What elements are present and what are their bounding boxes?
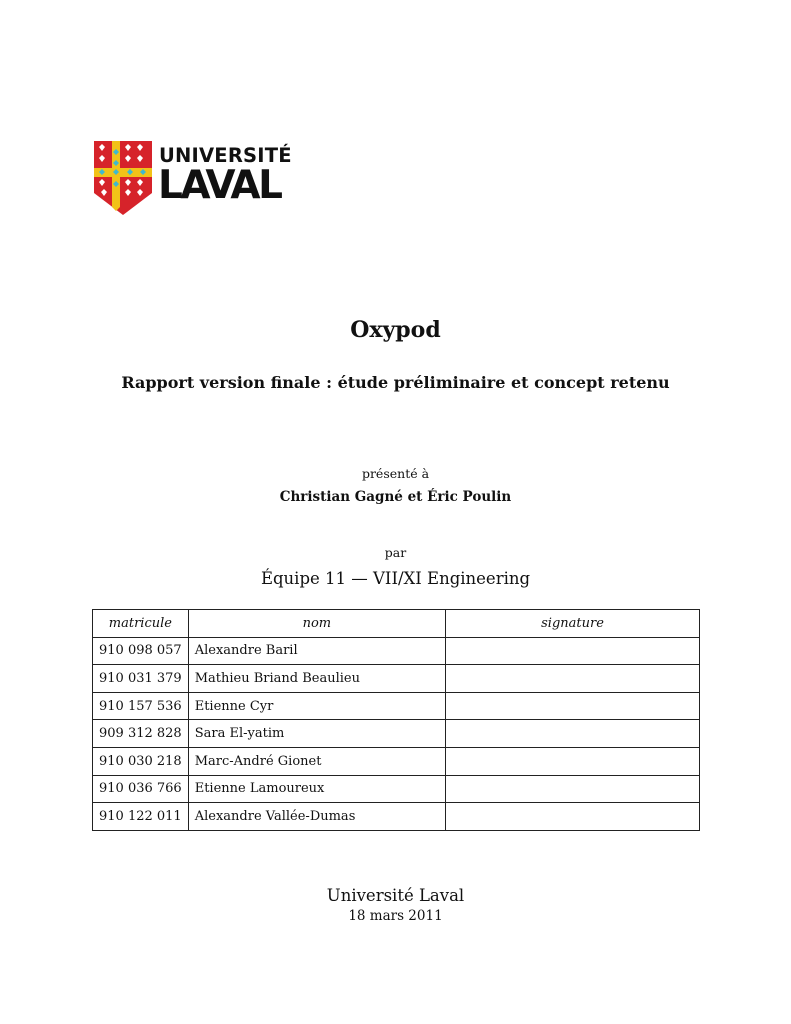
document-subtitle: Rapport version finale : étude préliminaire et concept retenu — [121, 373, 670, 392]
name-cell: Alexandre Baril — [188, 637, 445, 665]
table-row — [93, 692, 700, 720]
members-table — [92, 609, 700, 831]
table-row — [93, 747, 700, 775]
signature-cell — [446, 637, 700, 665]
presented-to-label: présenté à — [361, 466, 430, 481]
signature-cell — [446, 775, 700, 803]
recipients: Christian Gagné et Éric Poulin — [279, 489, 512, 505]
name-cell: Sara El-yatim — [188, 720, 445, 748]
name-cell: Mathieu Briand Beaulieu — [188, 665, 445, 693]
team-name: Équipe 11 — VII/XI Engineering — [260, 569, 531, 588]
table-row — [93, 637, 700, 665]
matricule-cell: 910 031 379 — [93, 665, 189, 693]
signature-cell — [446, 803, 700, 831]
signature-cell — [446, 665, 700, 693]
by-label: par — [384, 545, 407, 560]
footer-university: Université Laval — [326, 886, 465, 905]
document-title: Oxypod — [350, 317, 441, 343]
matricule-cell: 910 036 766 — [93, 775, 189, 803]
matricule-cell: 909 312 828 — [93, 720, 189, 748]
header-matricule: matricule — [93, 610, 189, 638]
name-cell: Etienne Lamoureux — [188, 775, 445, 803]
header-signature: signature — [446, 610, 700, 638]
footer-date: 18 mars 2011 — [348, 908, 443, 924]
matricule-cell: 910 030 218 — [93, 747, 189, 775]
signature-cell — [446, 692, 700, 720]
shield-crest-icon — [92, 139, 154, 217]
table-header-row — [93, 610, 700, 638]
matricule-cell: 910 122 011 — [93, 803, 189, 831]
name-cell: Marc-André Gionet — [188, 747, 445, 775]
header-nom: nom — [188, 610, 445, 638]
matricule-cell: 910 098 057 — [93, 637, 189, 665]
logo-text-laval: LAVAL — [158, 163, 281, 208]
name-cell: Etienne Cyr — [188, 692, 445, 720]
logo-text-universite: UNIVERSITÉ — [159, 144, 292, 167]
table-row — [93, 720, 700, 748]
table-row — [93, 803, 700, 831]
matricule-cell: 910 157 536 — [93, 692, 189, 720]
table-row — [93, 775, 700, 803]
university-logo — [92, 139, 292, 217]
name-cell: Alexandre Vallée-Dumas — [188, 803, 445, 831]
table-row — [93, 665, 700, 693]
signature-cell — [446, 747, 700, 775]
signature-cell — [446, 720, 700, 748]
